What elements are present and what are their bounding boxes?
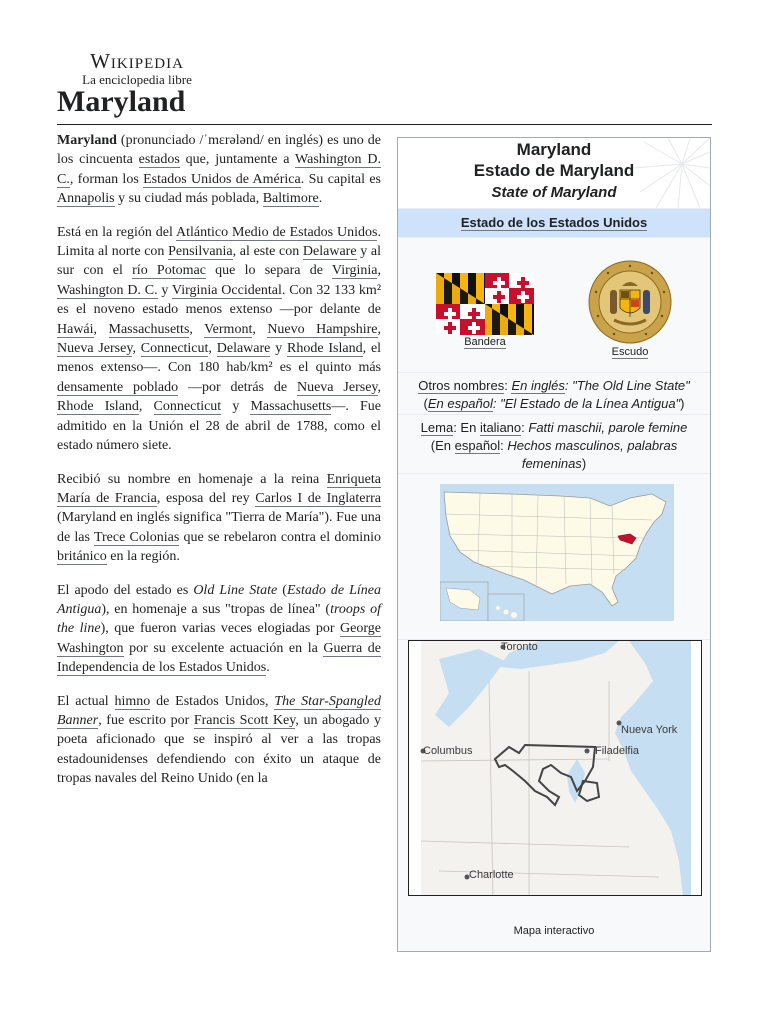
map-label-filadelfia: Filadelfia — [595, 745, 640, 757]
map-caption: Mapa interactivo — [513, 925, 595, 937]
link-en-espanol[interactable]: En español — [427, 396, 493, 411]
map-label-toronto: Toronto — [501, 641, 538, 653]
maryland-flag-image[interactable] — [436, 273, 534, 335]
link-francis-scott-key[interactable]: Francis Scott Key — [193, 712, 296, 728]
link-connecticut[interactable]: Connecticut — [140, 341, 209, 357]
link-washington[interactable]: Washington D. C. — [57, 152, 381, 187]
link-star-spangled-banner[interactable]: The Star-Spangled Banner — [57, 693, 381, 728]
infobox-nicknames: Otros nombres: En inglés: "The Old Line State" (En español: "El Estado de la Línea Antigua") — [398, 373, 710, 415]
link-nueva-jersey-2[interactable]: Nueva Jersey — [296, 379, 378, 395]
paragraph-geography: Está en la región del Atlántico Medio de Estados Unidos. Limita al norte con Pensilvania, al este con Delaware y al sur con el río Potomac que lo separa de Virginia, Washington D. C. y Virginia Occidental. Con 32 133 km² es el noveno estado menos extenso —por delante de Hawái, Massachusetts, Vermont, Nuevo Hampshire, Nueva Jersey, Connecticut, Delaware y Rhode Island, el menos extenso—. Con 180 hab/km² es el quinto más densamente poblado —por detrás de Nueva Jersey, Rhode Island, Connecticut y Massachusetts—. Fue admitido en la Unión el 28 de abril de 1788, como el estado número siete. — [57, 224, 382, 454]
link-virginia-occidental[interactable]: Virginia Occidental — [171, 282, 282, 298]
link-en-ingles[interactable]: En inglés — [511, 378, 565, 393]
maryland-seal-image[interactable] — [588, 260, 672, 344]
link-densamente-poblado[interactable]: densamente poblado — [57, 379, 179, 395]
infobox — [397, 137, 711, 952]
link-virginia[interactable]: Virginia — [331, 263, 378, 279]
link-massachusetts[interactable]: Massachusetts — [108, 321, 190, 337]
us-location-map[interactable] — [398, 474, 710, 640]
link-potomac[interactable]: río Potomac — [132, 263, 206, 279]
infobox-english-name: State of Maryland — [491, 184, 617, 201]
bold-term: Maryland — [57, 133, 117, 148]
link-massachusetts-2[interactable]: Massachusetts — [250, 399, 332, 415]
link-rhode-island[interactable]: Rhode Island — [287, 341, 363, 357]
infobox-type — [398, 209, 710, 238]
link-delaware-2[interactable]: Delaware — [216, 341, 271, 357]
page-title: Maryland — [57, 85, 186, 118]
infobox-official-name: Estado de Maryland — [473, 161, 635, 180]
seal-caption-link[interactable]: Escudo — [611, 346, 649, 358]
link-enriqueta[interactable]: Enriqueta María de Francia — [57, 471, 381, 506]
paragraph-name-origin: Recibió su nombre en homenaje a la reina Enriqueta María de Francia, esposa del rey Carlos I de Inglaterra (Maryland en inglés significa "Tierra de María"). Fue una de las Trece Colonias que se rebelaron contra el dominio británico en la región. — [57, 471, 382, 565]
link-himno[interactable]: himno — [114, 693, 151, 709]
link-nueva-jersey[interactable]: Nueva Jersey — [57, 341, 133, 357]
link-carlos-i[interactable]: Carlos I de Inglaterra — [255, 490, 382, 506]
map-label-new-york: Nueva York — [621, 724, 678, 736]
paragraph-nickname: El apodo del estado es Old Line State (Estado de Línea Antigua), en homenaje a sus "tropas de línea" (troops of the line), que fueron varias veces elogiadas por George Washington por su excelente actuación en la Guerra de Independencia de los Estados Unidos. — [57, 582, 381, 676]
link-pensilvania[interactable]: Pensilvania — [168, 244, 233, 260]
link-eeuu[interactable]: Estados Unidos de América — [143, 171, 301, 187]
infobox-motto: Lema: En italiano: Fatti maschii, parole femine (En español: Hechos masculinos, palabras femeninas) — [398, 415, 710, 474]
link-delaware[interactable]: Delaware — [302, 244, 357, 260]
map-label-charlotte: Charlotte — [469, 869, 514, 881]
link-lema[interactable]: Lema — [420, 420, 454, 435]
link-estado-eeuu[interactable]: Estado de los Estados Unidos — [460, 215, 648, 230]
map-label-columbus: Columbus — [423, 745, 473, 757]
link-george-washington[interactable]: George Washington — [57, 621, 381, 656]
link-washington-dc[interactable]: Washington D. C. — [57, 282, 158, 298]
link-annapolis[interactable]: Annapolis — [57, 191, 115, 207]
link-otros-nombres[interactable]: Otros nombres — [418, 378, 505, 393]
link-hawai[interactable]: Hawái — [57, 321, 94, 337]
wikipedia-wordmark: Wikipedia — [90, 49, 184, 73]
paragraph-intro: Maryland (pronunciado /ˈmɛrələnd/ en inglés) es uno de los cincuenta estados que, juntamente a Washington D. C., forman los Estados Unidos de América. Su capital es Annapolis y su ciudad más poblada, Baltimore. — [57, 133, 382, 207]
link-italiano[interactable]: italiano — [479, 420, 522, 435]
us-map-image — [440, 484, 674, 621]
link-connecticut-2[interactable]: Connecticut — [153, 399, 222, 415]
link-trece-colonias[interactable]: Trece Colonias — [93, 529, 180, 545]
infobox-title: Maryland — [516, 140, 592, 159]
region-map-image — [409, 641, 702, 896]
link-britanico[interactable]: británico — [57, 549, 107, 565]
link-estados[interactable]: estados — [138, 152, 180, 168]
infobox-symbols — [398, 238, 710, 373]
link-guerra-independencia[interactable]: Guerra de Independencia de los Estados Unidos — [57, 640, 381, 676]
article-body — [57, 131, 381, 803]
link-atlantico-medio[interactable]: Atlántico Medio de Estados Unidos — [176, 224, 378, 240]
flag-caption-link[interactable]: Bandera — [464, 336, 506, 348]
interactive-region-map[interactable] — [408, 640, 702, 896]
link-rhode-island-2[interactable]: Rhode Island — [57, 399, 139, 415]
link-vermont[interactable]: Vermont — [204, 321, 253, 337]
link-nuevo-hampshire[interactable]: Nuevo Hampshire — [267, 321, 378, 337]
starburst-decoration — [620, 138, 710, 208]
wikipedia-tagline: La enciclopedia libre — [82, 72, 192, 87]
link-baltimore[interactable]: Baltimore — [262, 191, 319, 207]
wikipedia-logo[interactable] — [75, 50, 199, 87]
link-espanol[interactable]: español — [454, 438, 501, 453]
title-divider — [57, 124, 712, 125]
infobox-header — [398, 138, 710, 209]
paragraph-anthem: El actual himno de Estados Unidos, The Star-Spangled Banner, fue escrito por Francis Scott Key, un abogado y poeta aficionado que se inspiró al ver a las tropas estadounidenses defendiendo con éxito un ataque de tropas navales del Reino Unido (en la — [57, 693, 381, 787]
